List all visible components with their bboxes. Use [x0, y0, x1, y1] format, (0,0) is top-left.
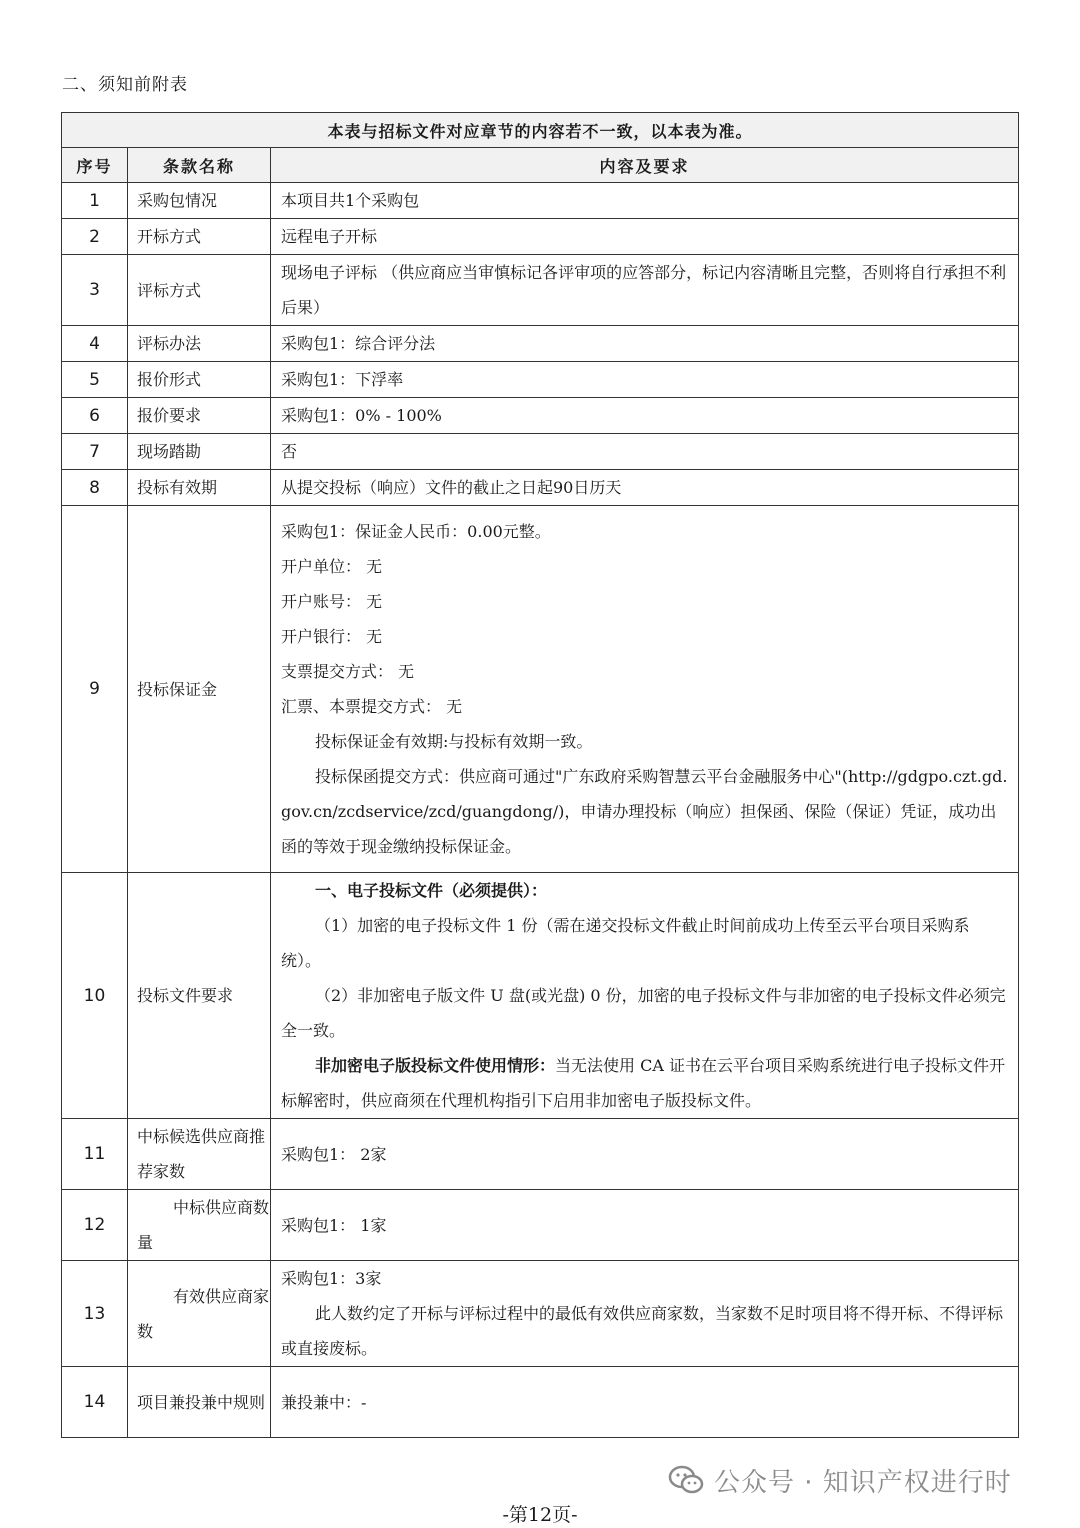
row-content — [271, 398, 1019, 434]
row-name: 项目兼投兼中规则 — [128, 1367, 271, 1438]
row-content — [271, 362, 1019, 398]
row-seq: 3 — [62, 255, 128, 326]
row-name: 投标文件要求 — [128, 873, 271, 1119]
content-line: 开户银行： 无 — [281, 627, 383, 646]
row-name: 采购包情况 — [128, 183, 271, 219]
row-content — [271, 183, 1019, 219]
content-line: 采购包1：保证金人民币：0.00元整。 — [281, 522, 551, 541]
content-text: 当无法使用 CA 证书在云平台项目采购系统进行电子投标文件开标解密时，供应商须在代理机构指引下启用非加密电子版投标文件。 — [281, 1056, 1005, 1110]
content-line: 从提交投标（响应）文件的截止之日起90日历天 — [281, 478, 622, 497]
table-row — [62, 434, 1019, 470]
content-line: 一、电子投标文件（必须提供）： — [315, 881, 548, 900]
content-line: 否 — [281, 442, 298, 461]
content-line: 采购包1：3家 — [281, 1269, 382, 1288]
content-line: 此人数约定了开标与评标过程中的最低有效供应商家数，当家数不足时项目将不得开标、不得评标或直接废标。 — [281, 1304, 1004, 1358]
section-title: 二、须知前附表 — [62, 75, 188, 95]
row-content — [271, 506, 1019, 873]
table-banner-row — [62, 113, 1019, 148]
content-line: 采购包1：下浮率 — [281, 370, 404, 389]
content-line: 支票提交方式： 无 — [281, 662, 415, 681]
row-name: 评标方式 — [128, 255, 271, 326]
header-content: 内容及要求 — [271, 148, 1019, 183]
row-name: 开标方式 — [128, 219, 271, 255]
table-row — [62, 1261, 1019, 1367]
content-line: 采购包1： 2家 — [281, 1144, 387, 1164]
content-line: 投标保函提交方式：供应商可通过"广东政府采购智慧云平台金融服务中心"(http://gdgpo.czt.gd.gov.cn/zcdservice/zcd/guangdong/)，申请办理投标（响应）担保函、保险（保证）凭证，成功出函的等效于现金缴纳投标保证金。 — [281, 767, 1008, 856]
table-row — [62, 873, 1019, 1119]
table-row — [62, 326, 1019, 362]
content-line: （2）非加密电子版文件 U 盘(或光盘) 0 份，加密的电子投标文件与非加密的电子投标文件必须完全一致。 — [281, 986, 1006, 1040]
row-content — [271, 255, 1019, 326]
table-row — [62, 219, 1019, 255]
table-row — [62, 1367, 1019, 1438]
table-header-row — [62, 148, 1019, 183]
row-content — [271, 1119, 1019, 1190]
content-line: 采购包1：综合评分法 — [281, 334, 436, 353]
row-name: 报价形式 — [128, 362, 271, 398]
content-line: 汇票、本票提交方式： 无 — [281, 697, 463, 716]
row-seq: 11 — [62, 1119, 128, 1190]
row-seq: 7 — [62, 434, 128, 470]
content-line: 开户账号： 无 — [281, 592, 383, 611]
content-line: 采购包1：0% - 100% — [281, 406, 442, 425]
row-name: 投标有效期 — [128, 470, 271, 506]
row-seq: 4 — [62, 326, 128, 362]
row-seq: 12 — [62, 1190, 128, 1261]
row-name: 报价要求 — [128, 398, 271, 434]
row-name: 评标办法 — [128, 326, 271, 362]
row-content — [271, 1190, 1019, 1261]
table-row — [62, 1190, 1019, 1261]
row-name: 现场踏勘 — [128, 434, 271, 470]
table-row — [62, 506, 1019, 873]
row-content — [271, 1367, 1019, 1438]
page-number: -第12页- — [502, 1504, 578, 1526]
row-seq: 9 — [62, 506, 128, 873]
row-name-text: 有效供应商家数 — [137, 1286, 270, 1341]
row-content — [271, 1261, 1019, 1367]
row-seq: 1 — [62, 183, 128, 219]
emphasis-label: 非加密电子版投标文件使用情形： — [315, 1056, 556, 1075]
row-name — [128, 1190, 271, 1261]
row-name: 中标候选供应商推荐家数 — [128, 1119, 271, 1190]
watermark — [668, 1460, 1012, 1500]
wechat-icon — [668, 1464, 704, 1496]
header-seq: 序号 — [62, 148, 128, 183]
row-content — [271, 219, 1019, 255]
content-line: （1）加密的电子投标文件 1 份（需在递交投标文件截止时间前成功上传至云平台项目采购系统）。 — [281, 916, 970, 970]
row-seq: 10 — [62, 873, 128, 1119]
row-content — [271, 470, 1019, 506]
row-name: 投标保证金 — [128, 506, 271, 873]
row-content — [271, 434, 1019, 470]
row-content — [271, 873, 1019, 1119]
content-line — [281, 1048, 1008, 1118]
row-name — [128, 1261, 271, 1367]
row-seq: 6 — [62, 398, 128, 434]
notice-table — [61, 112, 1019, 1438]
content-line: 投标保证金有效期:与投标有效期一致。 — [315, 732, 593, 751]
row-seq: 14 — [62, 1367, 128, 1438]
header-name: 条款名称 — [128, 148, 271, 183]
content-line: 采购包1： 1家 — [281, 1215, 387, 1235]
content-line: 现场电子评标 （供应商应当审慎标记各评审项的应答部分，标记内容清晰且完整，否则将自行承担不利后果） — [281, 263, 1007, 317]
row-content — [271, 326, 1019, 362]
table-row — [62, 362, 1019, 398]
table-row — [62, 183, 1019, 219]
content-line: 本项目共1个采购包 — [281, 191, 420, 210]
table-row — [62, 398, 1019, 434]
table-row — [62, 255, 1019, 326]
content-line: 兼投兼中：- — [281, 1392, 367, 1412]
content-line: 远程电子开标 — [281, 227, 378, 246]
watermark-text: 公众号 · 知识产权进行时 — [714, 1467, 1012, 1498]
row-seq: 8 — [62, 470, 128, 506]
table-row — [62, 470, 1019, 506]
table-banner: 本表与招标文件对应章节的内容若不一致，以本表为准。 — [62, 113, 1019, 148]
row-seq: 2 — [62, 219, 128, 255]
row-name-text: 中标供应商数量 — [137, 1198, 270, 1252]
table-row — [62, 1119, 1019, 1190]
row-seq: 13 — [62, 1261, 128, 1367]
row-seq: 5 — [62, 362, 128, 398]
content-line: 开户单位： 无 — [281, 557, 383, 576]
